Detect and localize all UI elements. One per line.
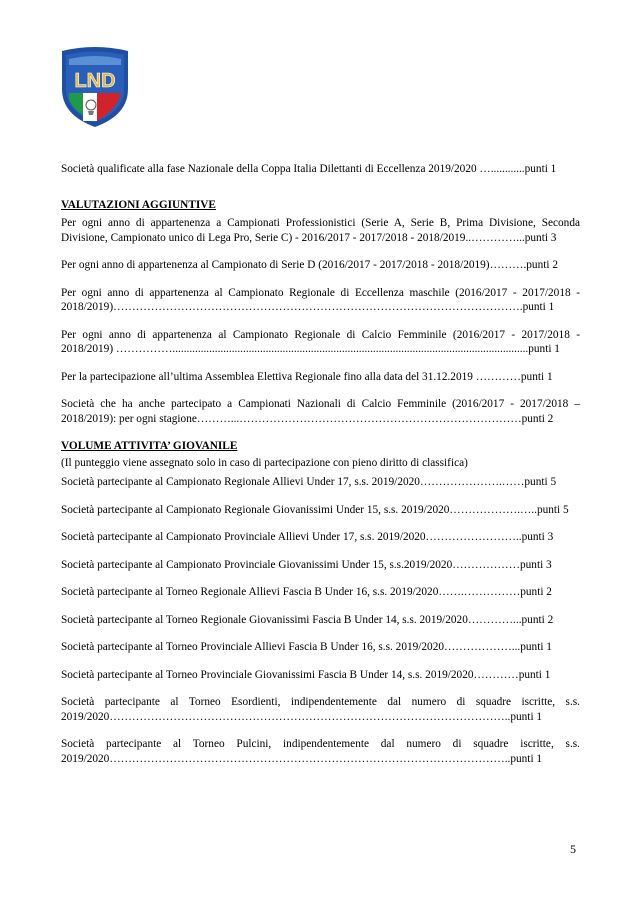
list-item: Società partecipante al Torneo Regionale Allievi Fascia B Under 16, s.s. 2019/2020…….……………punti 2 xyxy=(61,586,552,598)
list-item: Società partecipante al Campionato Regionale Allievi Under 17, s.s. 2019/2020………………….……punti 5 xyxy=(61,476,557,488)
list-item: Società partecipante al Campionato Provinciale Allievi Under 17, s.s. 2019/2020……………………..punti 3 xyxy=(61,531,554,543)
list-item: Società partecipante al Torneo Esordienti, indipendentemente dal numero di squadre iscritte, s.s. 2019/2020……………………………………………………………………………………………..punti 1 xyxy=(61,696,580,723)
page-number: 5 xyxy=(570,842,576,856)
section-heading-valutazioni: VALUTAZIONI AGGIUNTIVE xyxy=(61,198,216,211)
lnd-logo xyxy=(58,45,132,129)
list-item: Per ogni anno di appartenenza a Campionati Professionistici (Serie A, Serie B, Prima Divisione, Seconda Divisione, Campionato unico di Lega Pro, Serie C) - 2016/2017 - 2017/2018 - 2018/2019..…………...punti 3 xyxy=(61,217,580,244)
list-item: Società che ha anche partecipato a Campionati Nazionali di Calcio Femminile (2016/2017 - 2017/2018 – 2018/2019): per ogni stagione………...…………………………………………………………………punti 2 xyxy=(61,398,580,425)
document-body xyxy=(61,162,580,766)
list-item: Per la partecipazione all’ultima Assemblea Elettiva Regionale fino alla data del 31.12.2019 …………punti 1 xyxy=(61,370,553,383)
list-item: Società partecipante al Torneo Provinciale Giovanissimi Fascia B Under 14, s.s. 2019/2020…………punti 1 xyxy=(61,668,551,681)
list-item: Società partecipante al Campionato Regionale Giovanissimi Under 15, s.s. 2019/2020……………….…..punti 5 xyxy=(61,503,569,516)
intro-paragraph: Società qualificate alla fase Nazionale della Coppa Italia Dilettanti di Eccellenza 2019/2020 …............punti 1 xyxy=(61,163,557,175)
list-item: Società partecipante al Campionato Provinciale Giovanissimi Under 15, s.s.2019/2020………………punti 3 xyxy=(61,558,552,571)
list-item: Società partecipante al Torneo Pulcini, indipendentemente dal numero di squadre iscritte, s.s. 2019/2020……………………………………………………………………………………………..punti 1 xyxy=(61,738,580,765)
logo-text: LND xyxy=(74,70,116,92)
section-note: (Il punteggio viene assegnato solo in caso di partecipazione con pieno diritto di classifica) xyxy=(61,456,468,469)
list-item: Per ogni anno di appartenenza al Campionato di Serie D (2016/2017 - 2017/2018 - 2018/2019)……….punti 2 xyxy=(61,259,558,271)
list-item: Per ogni anno di appartenenza al Campionato Regionale di Eccellenza maschile (2016/2017 - 2017/2018 - 2018/2019)……………………………………………………………………………………………….punti 1 xyxy=(61,286,580,313)
list-item: Per ogni anno di appartenenza al Campionato Regionale di Calcio Femminile (2016/2017 - 2017/2018 - 2018/2019) ……………..............................................................................................................................punti 1 xyxy=(61,328,580,355)
list-item: Società partecipante al Torneo Provinciale Allievi Fascia B Under 16, s.s. 2019/2020………………...punti 1 xyxy=(61,641,552,653)
list-item: Società partecipante al Torneo Regionale Giovanissimi Fascia B Under 14, s.s. 2019/2020…………...punti 2 xyxy=(61,613,554,626)
section-heading-volume-attivita: VOLUME ATTIVITA’ GIOVANILE xyxy=(61,440,238,452)
